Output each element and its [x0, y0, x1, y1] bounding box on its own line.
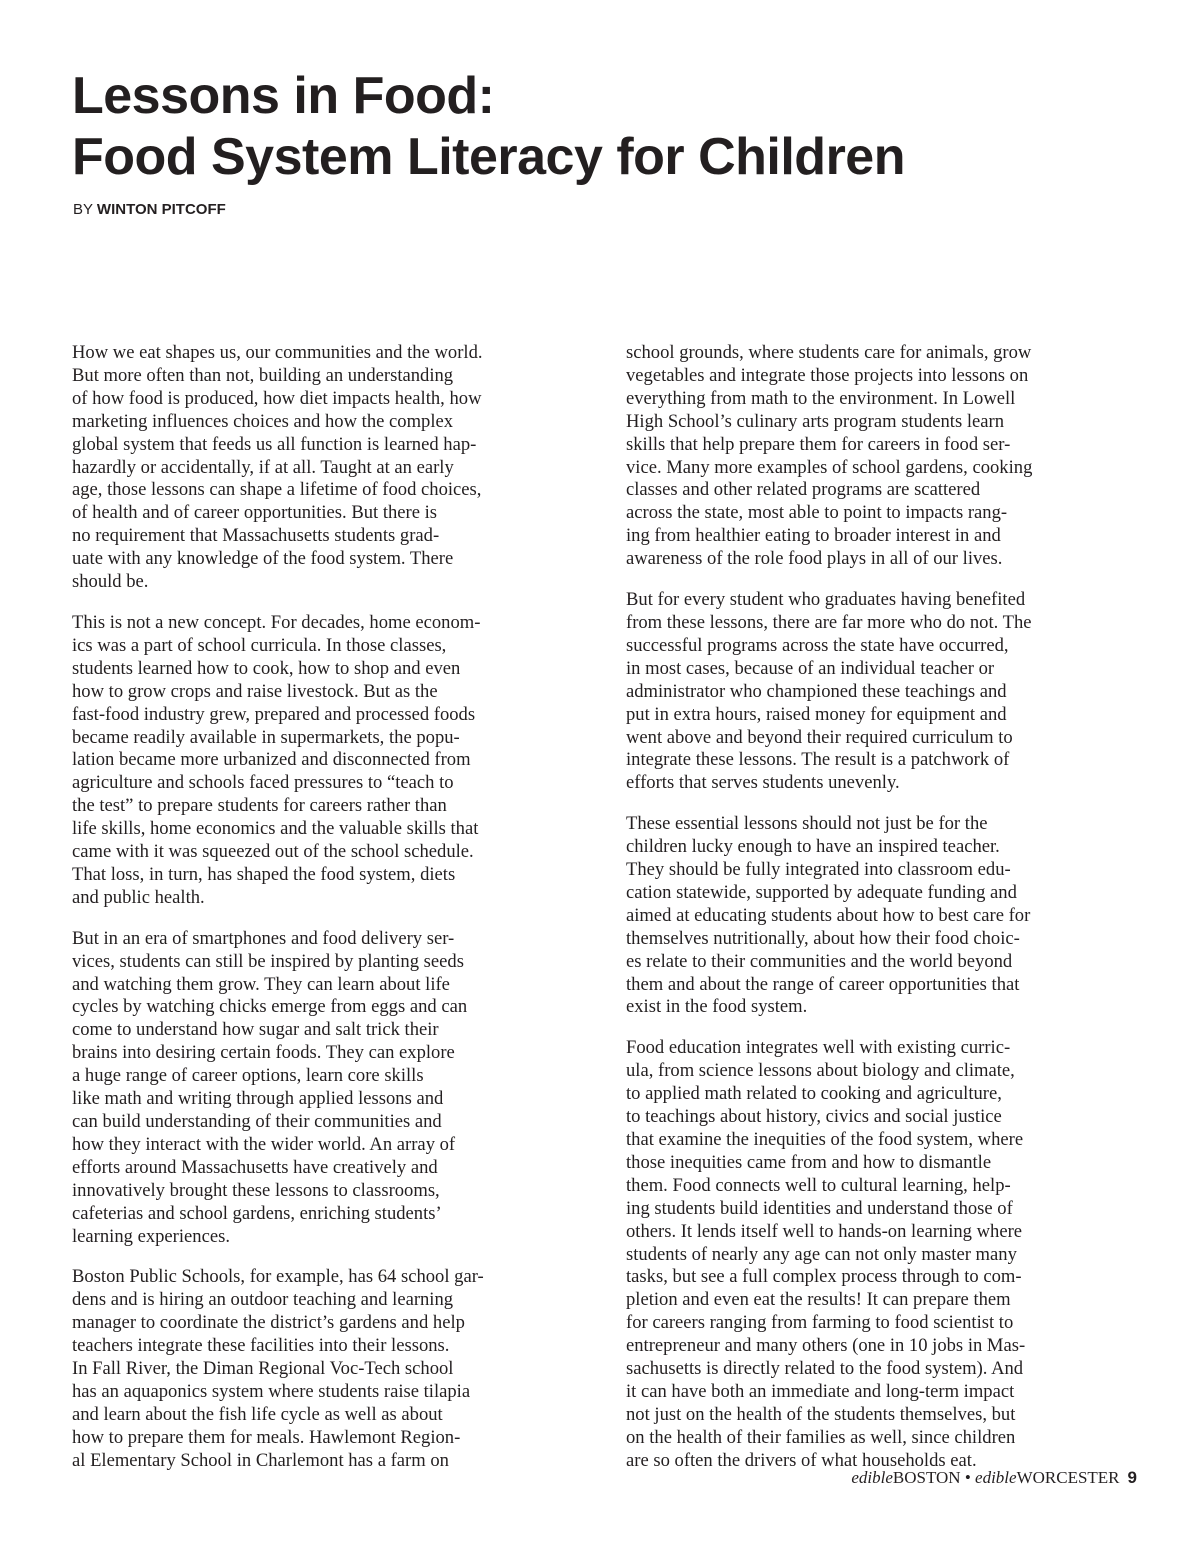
footer-pub1-prefix: edible — [851, 1468, 893, 1487]
text-line: skills that help prepare them for careers in food ser- — [626, 433, 1011, 455]
text-line: a huge range of career options, learn core skills — [72, 1065, 424, 1087]
title-line-2: Food System Literacy for Children — [72, 128, 905, 186]
text-line: awareness of the role food plays in all of our lives. — [626, 548, 1003, 570]
text-line: These essential lessons should not just be for the — [626, 813, 988, 835]
text-line: dens and is hiring an outdoor teaching and learning — [72, 1289, 454, 1311]
paragraph — [72, 342, 587, 594]
text-line: those inequities came from and how to dismantle — [626, 1151, 992, 1173]
text-line: themselves nutritionally, about how their food choic- — [626, 927, 1020, 949]
text-line: for careers ranging from farming to food scientist to — [626, 1312, 1014, 1334]
text-line: classes and other related programs are scattered — [626, 479, 981, 501]
text-line: how to prepare them for meals. Hawlemont Region- — [72, 1426, 461, 1448]
text-line: are so often the drivers of what households eat. — [626, 1449, 977, 1471]
byline-prefix: BY — [73, 201, 93, 218]
text-line: should be. — [72, 571, 149, 593]
text-line: others. It lends itself well to hands-on learning where — [626, 1220, 1023, 1242]
text-line: lation became more urbanized and disconnected from — [72, 749, 471, 771]
text-line: school grounds, where students care for animals, grow — [626, 342, 1032, 363]
footer-pub1-name: BOSTON — [892, 1468, 961, 1487]
text-line: efforts that serves students unevenly. — [626, 772, 900, 794]
byline — [73, 200, 226, 220]
text-line: But in an era of smartphones and food delivery ser- — [72, 927, 455, 949]
text-line: came with it was squeezed out of the school schedule. — [72, 841, 474, 863]
text-line: on the health of their families as well, since children — [626, 1426, 1016, 1448]
text-line: come to understand how sugar and salt trick their — [72, 1019, 439, 1041]
text-line: to teachings about history, civics and social justice — [626, 1106, 1002, 1128]
text-line: that examine the inequities of the food system, where — [626, 1129, 1024, 1150]
text-line: aimed at educating students about how to best care for — [626, 904, 1031, 926]
text-line: entrepreneur and many others (one in 10 jobs in Mas- — [626, 1335, 1026, 1357]
text-line: across the state, most able to point to impacts rang- — [626, 502, 1008, 524]
footer-separator: • — [964, 1468, 971, 1487]
text-line: But more often than not, building an understanding — [72, 364, 454, 386]
text-line: agriculture and schools faced pressures to “teach to — [72, 772, 454, 794]
text-line: Food education integrates well with existing curric- — [626, 1037, 1011, 1059]
text-line: children lucky enough to have an inspired teacher. — [626, 836, 1000, 858]
text-line: Boston Public Schools, for example, has 64 school gar- — [72, 1266, 484, 1288]
text-line: vegetables and integrate those projects into lessons on — [626, 364, 1029, 386]
text-line: sachusetts is directly related to the food system). And — [626, 1358, 1024, 1380]
text-line: from these lessons, there are far more who do not. The — [626, 611, 1032, 633]
text-line: efforts around Massachusetts have creatively and — [72, 1156, 438, 1178]
text-line: how they interact with the wider world. An array of — [72, 1133, 456, 1155]
text-line: This is not a new concept. For decades, home econom- — [72, 611, 481, 633]
text-line: ing from healthier eating to broader interest in and — [626, 525, 1001, 547]
text-line: of health and of career opportunities. But there is — [72, 502, 438, 524]
text-line: students learned how to cook, how to shop and even — [72, 657, 461, 679]
text-line: global system that feeds us all function is learned hap- — [72, 433, 477, 455]
text-line: marketing influences choices and how the complex — [72, 410, 454, 432]
text-line: cycles by watching chicks emerge from eggs and can — [72, 996, 468, 1018]
paragraph — [626, 342, 1141, 571]
text-line: How we eat shapes us, our communities and the world. — [72, 342, 483, 363]
text-line: hazardly or accidentally, if at all. Taught at an early — [72, 456, 454, 478]
text-line: became readily available in supermarkets, the popu- — [72, 726, 460, 748]
text-line: age, those lessons can shape a lifetime of food choices, — [72, 479, 482, 501]
text-line: of how food is produced, how diet impacts health, how — [72, 387, 482, 409]
text-line: brains into desiring certain foods. They can explore — [72, 1042, 455, 1064]
paragraph — [72, 928, 587, 1249]
text-line: and watching them grow. They can learn about life — [72, 973, 450, 995]
author-name: WINTON PITCOFF — [96, 201, 226, 218]
text-line: High School’s culinary arts program students learn — [626, 410, 1004, 432]
text-line: cation statewide, supported by adequate funding and — [626, 881, 1017, 903]
paragraph — [72, 612, 587, 910]
footer-pub2-name: WORCESTER — [1016, 1468, 1120, 1487]
text-line: went above and beyond their required curriculum to — [626, 726, 1013, 748]
text-line: exist in the food system. — [626, 996, 808, 1018]
body-column-right — [626, 342, 1141, 1491]
text-line: pletion and even eat the results! It can prepare them — [626, 1289, 1011, 1311]
text-line: them. Food connects well to cultural learning, help- — [626, 1174, 1011, 1196]
text-line: successful programs across the state have occurred, — [626, 634, 1009, 656]
text-line: ula, from science lessons about biology and climate, — [626, 1060, 1015, 1082]
title-line-1: Lessons in Food: — [72, 67, 495, 125]
article-title — [72, 66, 1132, 188]
text-line: in most cases, because of an individual teacher or — [626, 657, 995, 679]
text-line: learning experiences. — [72, 1225, 230, 1247]
text-line: uate with any knowledge of the food system. There — [72, 548, 454, 570]
paragraph — [72, 1266, 587, 1472]
text-line: students of nearly any age can not only master many — [626, 1243, 1017, 1265]
text-line: tasks, but see a full complex process through to com- — [626, 1266, 1022, 1288]
text-line: ing students build identities and understand those of — [626, 1197, 1013, 1219]
body-column-left — [72, 342, 587, 1491]
text-line: to applied math related to cooking and agriculture, — [626, 1083, 1002, 1105]
text-line: no requirement that Massachusetts students grad- — [72, 525, 440, 547]
text-line: has an aquaponics system where students raise tilapia — [72, 1380, 471, 1402]
text-line: But for every student who graduates having benefited — [626, 589, 1026, 611]
text-line: can build understanding of their communities and — [72, 1111, 442, 1132]
paragraph — [626, 1037, 1141, 1472]
text-line: cafeterias and school gardens, enriching students’ — [72, 1202, 442, 1224]
text-line: vices, students can still be inspired by planting seeds — [72, 950, 464, 972]
text-line: and public health. — [72, 886, 205, 908]
paragraph — [626, 589, 1141, 795]
text-line: administrator who championed these teachings and — [626, 680, 1007, 702]
text-line: not just on the health of the students themselves, but — [626, 1403, 1016, 1425]
page-footer — [851, 1466, 1137, 1490]
text-line: manager to coordinate the district’s gardens and help — [72, 1312, 465, 1334]
text-line: it can have both an immediate and long-term impact — [626, 1380, 1015, 1402]
paragraph — [626, 813, 1141, 1019]
text-line: fast-food industry grew, prepared and processed foods — [72, 703, 476, 725]
text-line: That loss, in turn, has shaped the food system, diets — [72, 863, 456, 885]
text-line: teachers integrate these facilities into their lessons. — [72, 1335, 450, 1357]
text-line: ics was a part of school curricula. In those classes, — [72, 634, 447, 656]
text-line: They should be fully integrated into classroom edu- — [626, 859, 1011, 881]
page-number: 9 — [1127, 1468, 1137, 1487]
text-line: like math and writing through applied lessons and — [72, 1088, 444, 1110]
text-line: life skills, home economics and the valuable skills that — [72, 818, 479, 840]
text-line: al Elementary School in Charlemont has a farm on — [72, 1449, 449, 1471]
text-line: integrate these lessons. The result is a patchwork of — [626, 749, 1010, 771]
text-line: and learn about the fish life cycle as well as about — [72, 1403, 443, 1425]
text-line: vice. Many more examples of school gardens, cooking — [626, 456, 1033, 478]
text-line: es relate to their communities and the world beyond — [626, 950, 1013, 972]
text-line: everything from math to the environment. In Lowell — [626, 387, 1016, 409]
text-line: them and about the range of career opportunities that — [626, 973, 1020, 995]
footer-pub2-prefix: edible — [975, 1468, 1017, 1487]
text-line: In Fall River, the Diman Regional Voc-Tech school — [72, 1358, 454, 1380]
text-line: put in extra hours, raised money for equipment and — [626, 703, 1007, 725]
text-line: how to grow crops and raise livestock. But as the — [72, 680, 438, 702]
text-line: innovatively brought these lessons to classrooms, — [72, 1179, 440, 1201]
text-line: the test” to prepare students for careers rather than — [72, 795, 447, 817]
